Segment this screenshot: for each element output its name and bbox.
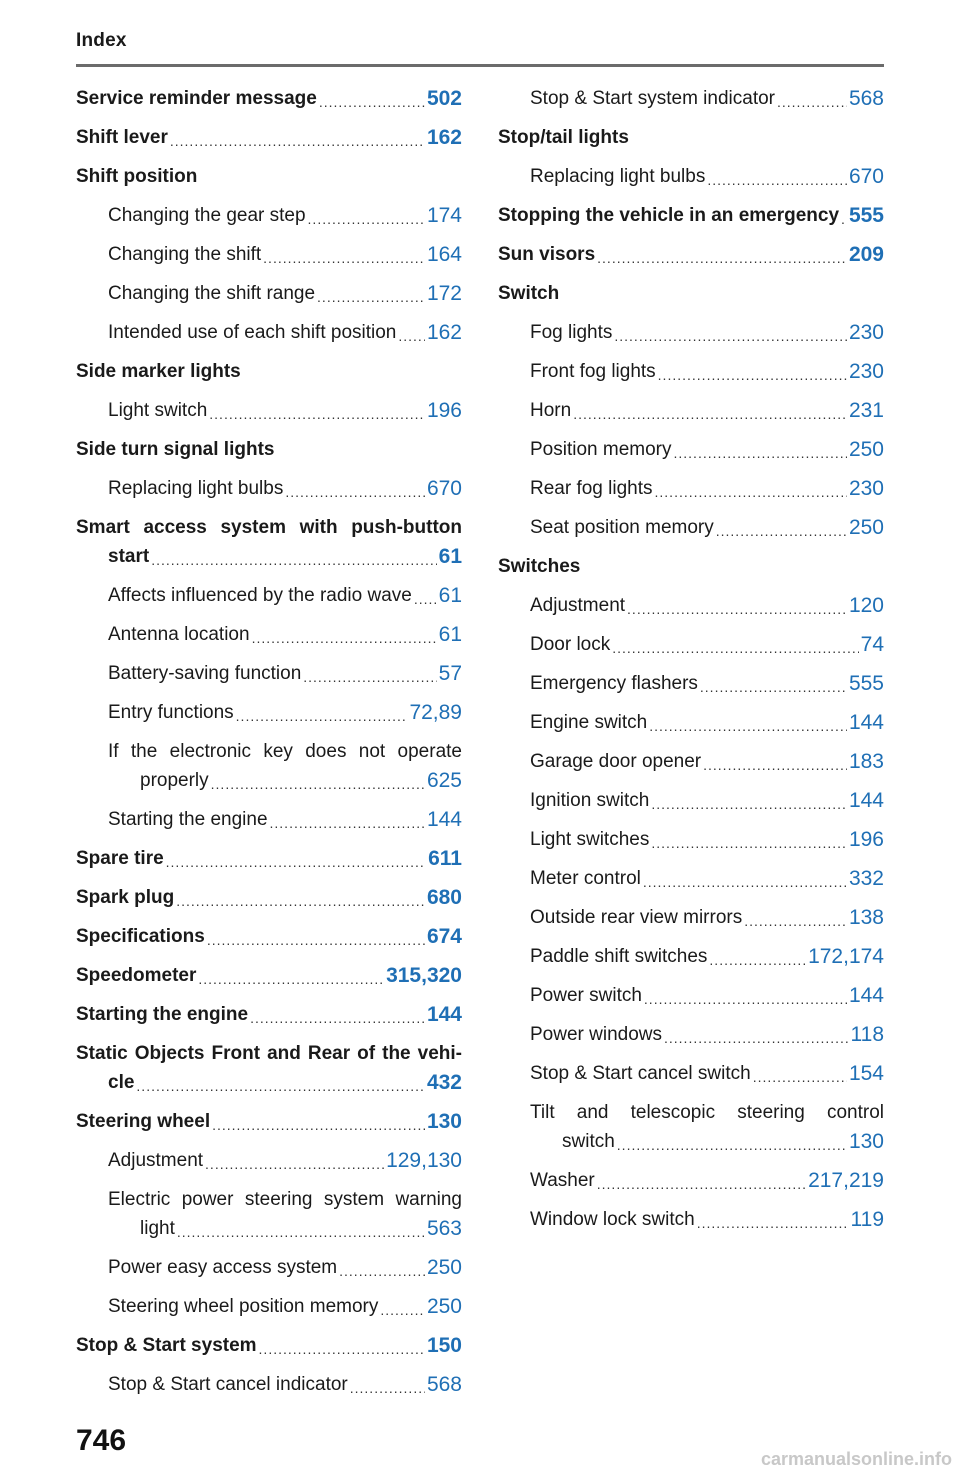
leader-dots	[398, 325, 425, 347]
entry-label: Switch	[498, 283, 560, 304]
leader-dots	[207, 929, 425, 951]
index-entry	[76, 84, 462, 113]
leader-dots	[644, 988, 847, 1010]
index-subentry	[498, 318, 884, 347]
page-reference-link[interactable]: 129,130	[386, 1149, 462, 1172]
leader-dots	[263, 247, 425, 269]
leader-dots	[350, 1377, 425, 1399]
watermark-text: carmanualsonline.info	[760, 1449, 952, 1469]
leader-dots	[259, 1338, 425, 1360]
leader-dots	[339, 1260, 425, 1282]
entry-label: light	[140, 1218, 175, 1239]
page-reference-link[interactable]: 230	[848, 360, 884, 383]
page-reference-link[interactable]: 144	[848, 789, 884, 812]
page-reference-link[interactable]: 568	[426, 1373, 462, 1396]
page-reference-link[interactable]: 250	[848, 516, 884, 539]
leader-dots	[597, 247, 847, 269]
page-reference-link[interactable]: 61	[438, 623, 462, 646]
entry-label: Outside rear view mirrors	[530, 907, 743, 928]
page-header-title: Index	[76, 30, 127, 51]
index-entry	[76, 123, 462, 152]
index-subentry	[76, 1370, 462, 1399]
index-entry	[498, 279, 884, 308]
entry-label: Stop & Start system	[76, 1335, 257, 1356]
index-entry	[498, 552, 884, 581]
entry-label: Battery-saving function	[108, 663, 302, 684]
entry-label: Replacing light bulbs	[108, 478, 284, 499]
index-entry	[76, 513, 462, 571]
entry-label: Starting the engine	[76, 1004, 249, 1025]
page-reference-link[interactable]: 555	[848, 204, 884, 227]
page-reference-link[interactable]: 209	[848, 243, 884, 266]
entry-label: cle	[108, 1072, 135, 1093]
leader-dots	[709, 949, 806, 971]
index-subentry	[76, 737, 462, 795]
index-subentry	[76, 1292, 462, 1321]
page-reference-link[interactable]: 118	[850, 1023, 884, 1046]
index-subentry	[498, 435, 884, 464]
leader-dots	[655, 481, 847, 503]
index-subentry	[498, 942, 884, 971]
index-subentry	[498, 396, 884, 425]
index-entry	[76, 162, 462, 191]
entry-label: Entry functions	[108, 702, 234, 723]
index-subentry	[76, 318, 462, 347]
entry-label: Specifications	[76, 926, 205, 947]
page-reference-link[interactable]: 502	[426, 87, 462, 110]
entry-label: Shift position	[76, 166, 198, 187]
entry-label: Emergency flashers	[530, 673, 698, 694]
index-column-left	[76, 84, 462, 1409]
leader-dots	[612, 637, 858, 659]
leader-dots	[176, 890, 425, 912]
index-subentry	[498, 162, 884, 191]
index-subentry	[76, 1253, 462, 1282]
entry-label: Meter control	[530, 868, 641, 889]
index-subentry	[498, 1098, 884, 1156]
leader-dots	[651, 793, 847, 815]
leader-dots	[136, 1075, 425, 1097]
page-reference-link[interactable]: 231	[848, 399, 884, 422]
leader-dots	[777, 91, 847, 113]
page-reference-link[interactable]: 680	[426, 886, 462, 909]
page-reference-link[interactable]: 74	[860, 633, 884, 656]
index-subentry	[498, 474, 884, 503]
entry-label: properly	[140, 770, 209, 791]
entry-label: Starting the engine	[108, 809, 268, 830]
entry-label: Changing the gear step	[108, 205, 306, 226]
entry-label: Sun visors	[498, 244, 596, 265]
leader-dots	[209, 403, 425, 425]
page-reference-link[interactable]: 670	[848, 165, 884, 188]
leader-dots	[651, 832, 847, 854]
index-subentry	[498, 669, 884, 698]
entry-label: Paddle shift switches	[530, 946, 708, 967]
entry-label: Rear fog lights	[530, 478, 653, 499]
page-reference-link[interactable]: 162	[426, 126, 462, 149]
page-reference-link[interactable]: 174	[426, 204, 462, 227]
page-reference-link[interactable]: 250	[848, 438, 884, 461]
index-entry	[76, 883, 462, 912]
entry-label: Door lock	[530, 634, 611, 655]
leader-dots	[250, 1007, 425, 1029]
page-reference-link[interactable]: 172	[426, 282, 462, 305]
page-reference-link[interactable]: 196	[848, 828, 884, 851]
entry-label: Stop & Start cancel indicator	[108, 1374, 348, 1395]
entry-label: Changing the shift range	[108, 283, 316, 304]
entry-label: Intended use of each shift position	[108, 322, 397, 343]
entry-label: Steering wheel	[76, 1111, 211, 1132]
leader-dots	[212, 1114, 425, 1136]
page-reference-link[interactable]: 196	[426, 399, 462, 422]
entry-label: Affects influenced by the radio wave	[108, 585, 412, 606]
leader-dots	[841, 208, 847, 230]
index-entry	[76, 1039, 462, 1097]
entry-label: start	[108, 546, 150, 567]
page-reference-link[interactable]: 217,219	[808, 1169, 884, 1192]
page-reference-link[interactable]: 72,89	[409, 701, 462, 724]
index-subentry	[498, 864, 884, 893]
entry-label: Changing the shift	[108, 244, 262, 265]
index-subentry	[498, 825, 884, 854]
index-subentry	[498, 84, 884, 113]
page-reference-link[interactable]: 183	[848, 750, 884, 773]
leader-dots	[198, 968, 384, 990]
page-reference-link[interactable]: 144	[848, 711, 884, 734]
header-rule	[76, 64, 884, 67]
index-entry	[76, 961, 462, 990]
leader-dots	[177, 1221, 425, 1243]
page-reference-link[interactable]: 625	[426, 769, 462, 792]
page-reference-link[interactable]: 150	[426, 1334, 462, 1357]
page-reference-link[interactable]: 250	[426, 1256, 462, 1279]
entry-label: Spare tire	[76, 848, 164, 869]
index-subentry	[76, 805, 462, 834]
leader-dots	[744, 910, 847, 932]
index-subentry	[76, 581, 462, 610]
index-subentry	[498, 1166, 884, 1195]
index-column-right	[498, 84, 884, 1244]
index-subentry	[76, 1146, 462, 1175]
index-subentry	[498, 630, 884, 659]
entry-label: Power windows	[530, 1024, 662, 1045]
entry-label: Washer	[530, 1170, 595, 1191]
leader-dots	[597, 1173, 806, 1195]
page-reference-link[interactable]: 432	[426, 1071, 462, 1094]
index-entry	[76, 844, 462, 873]
page-reference-link[interactable]: 250	[426, 1295, 462, 1318]
leader-dots	[573, 403, 847, 425]
entry-label: Fog lights	[530, 322, 613, 343]
page-reference-link[interactable]: 563	[426, 1217, 462, 1240]
page-reference-link[interactable]: 315,320	[386, 964, 462, 987]
entry-label-line1: If the electronic key does not operate	[108, 741, 462, 762]
leader-dots	[617, 1134, 847, 1156]
index-subentry	[498, 981, 884, 1010]
entry-label-line1: Tilt and telescopic steering control	[530, 1102, 884, 1123]
entry-label: Power easy access system	[108, 1257, 338, 1278]
index-subentry	[498, 903, 884, 932]
page-reference-link[interactable]: 119	[850, 1208, 884, 1231]
index-subentry	[76, 1185, 462, 1243]
leader-dots	[674, 442, 847, 464]
leader-dots	[707, 169, 847, 191]
index-subentry	[498, 591, 884, 620]
index-subentry	[76, 279, 462, 308]
index-subentry	[498, 786, 884, 815]
entry-label: Light switches	[530, 829, 650, 850]
index-subentry	[76, 240, 462, 269]
entry-label: Stop & Start cancel switch	[530, 1063, 751, 1084]
entry-label: Steering wheel position memory	[108, 1296, 379, 1317]
entry-label: Adjustment	[530, 595, 626, 616]
leader-dots	[170, 130, 425, 152]
leader-dots	[236, 705, 408, 727]
entry-label: switch	[562, 1131, 615, 1152]
leader-dots	[285, 481, 425, 503]
index-subentry	[498, 513, 884, 542]
page-reference-link[interactable]: 611	[428, 847, 462, 870]
leader-dots	[166, 851, 426, 873]
leader-dots	[205, 1153, 384, 1175]
index-subentry	[498, 747, 884, 776]
index-subentry	[498, 1205, 884, 1234]
leader-dots	[643, 871, 847, 893]
page-reference-link[interactable]: 172,174	[808, 945, 884, 968]
entry-label: Front fog lights	[530, 361, 656, 382]
page-reference-link[interactable]: 130	[848, 1130, 884, 1153]
index-entry	[76, 435, 462, 464]
index-entry	[76, 1107, 462, 1136]
leader-dots	[252, 627, 437, 649]
page-reference-link[interactable]: 144	[848, 984, 884, 1007]
index-entry	[76, 922, 462, 951]
index-subentry	[76, 659, 462, 688]
entry-label: Service reminder message	[76, 88, 317, 109]
entry-label-line1: Electric power steering system warning	[108, 1189, 462, 1210]
page-reference-link[interactable]: 230	[848, 321, 884, 344]
leader-dots	[319, 91, 425, 113]
entry-label-line1: Smart access system with push-button	[76, 517, 462, 538]
index-entry	[498, 123, 884, 152]
page-reference-link[interactable]: 120	[848, 594, 884, 617]
page-reference-link[interactable]: 674	[426, 925, 462, 948]
index-subentry	[498, 708, 884, 737]
index-subentry	[76, 201, 462, 230]
index-subentry	[76, 396, 462, 425]
index-subentry	[76, 474, 462, 503]
entry-label: Horn	[530, 400, 572, 421]
entry-label-line1: Static Objects Front and Rear of the vehi-	[76, 1043, 462, 1064]
page-number: 746	[76, 1424, 127, 1457]
index-subentry	[498, 1020, 884, 1049]
entry-label: Seat position memory	[530, 517, 714, 538]
leader-dots	[627, 598, 847, 620]
leader-dots	[697, 1212, 849, 1234]
leader-dots	[753, 1066, 847, 1088]
page-reference-link[interactable]: 57	[438, 662, 462, 685]
entry-label: Side marker lights	[76, 361, 241, 382]
index-subentry	[498, 357, 884, 386]
page-reference-link[interactable]: 61	[438, 545, 462, 568]
entry-label: Replacing light bulbs	[530, 166, 706, 187]
leader-dots	[317, 286, 425, 308]
page-reference-link[interactable]: 154	[848, 1062, 884, 1085]
leader-dots	[414, 588, 437, 610]
leader-dots	[151, 549, 436, 571]
entry-label: Shift lever	[76, 127, 168, 148]
page-reference-link[interactable]: 230	[848, 477, 884, 500]
index-entry	[76, 357, 462, 386]
leader-dots	[700, 676, 847, 698]
leader-dots	[658, 364, 847, 386]
page-reference-link[interactable]: 144	[426, 808, 462, 831]
leader-dots	[211, 773, 425, 795]
page-reference-link[interactable]: 332	[848, 867, 884, 890]
leader-dots	[303, 666, 436, 688]
leader-dots	[716, 520, 847, 542]
index-subentry	[76, 620, 462, 649]
page-reference-link[interactable]: 164	[426, 243, 462, 266]
index-entry	[498, 201, 884, 230]
leader-dots	[703, 754, 847, 776]
page-reference-link[interactable]: 144	[426, 1003, 462, 1026]
page-reference-link[interactable]: 162	[426, 321, 462, 344]
entry-label: Engine switch	[530, 712, 648, 733]
index-entry	[76, 1000, 462, 1029]
page-reference-link[interactable]: 555	[848, 672, 884, 695]
entry-label: Speedometer	[76, 965, 197, 986]
leader-dots	[270, 812, 425, 834]
entry-label: Spark plug	[76, 887, 175, 908]
entry-label: Stop & Start system indicator	[530, 88, 775, 109]
index-entry	[498, 240, 884, 269]
page-reference-link[interactable]: 130	[426, 1110, 462, 1133]
leader-dots	[649, 715, 847, 737]
page-reference-link[interactable]: 61	[438, 584, 462, 607]
entry-label: Side turn signal lights	[76, 439, 275, 460]
leader-dots	[664, 1027, 849, 1049]
entry-label: Ignition switch	[530, 790, 650, 811]
leader-dots	[614, 325, 847, 347]
entry-label: Switches	[498, 556, 581, 577]
entry-label: Adjustment	[108, 1150, 204, 1171]
page-reference-link[interactable]: 568	[848, 87, 884, 110]
page-reference-link[interactable]: 670	[426, 477, 462, 500]
entry-label: Stopping the vehicle in an emergency	[498, 205, 840, 226]
entry-label: Stop/tail lights	[498, 127, 629, 148]
entry-label: Window lock switch	[530, 1209, 695, 1230]
entry-label: Antenna location	[108, 624, 250, 645]
entry-label: Light switch	[108, 400, 208, 421]
entry-label: Garage door opener	[530, 751, 702, 772]
index-subentry	[498, 1059, 884, 1088]
index-entry	[76, 1331, 462, 1360]
page-reference-link[interactable]: 138	[848, 906, 884, 929]
leader-dots	[308, 208, 425, 230]
index-subentry	[76, 698, 462, 727]
leader-dots	[380, 1299, 425, 1321]
entry-label: Power switch	[530, 985, 642, 1006]
entry-label: Position memory	[530, 439, 672, 460]
